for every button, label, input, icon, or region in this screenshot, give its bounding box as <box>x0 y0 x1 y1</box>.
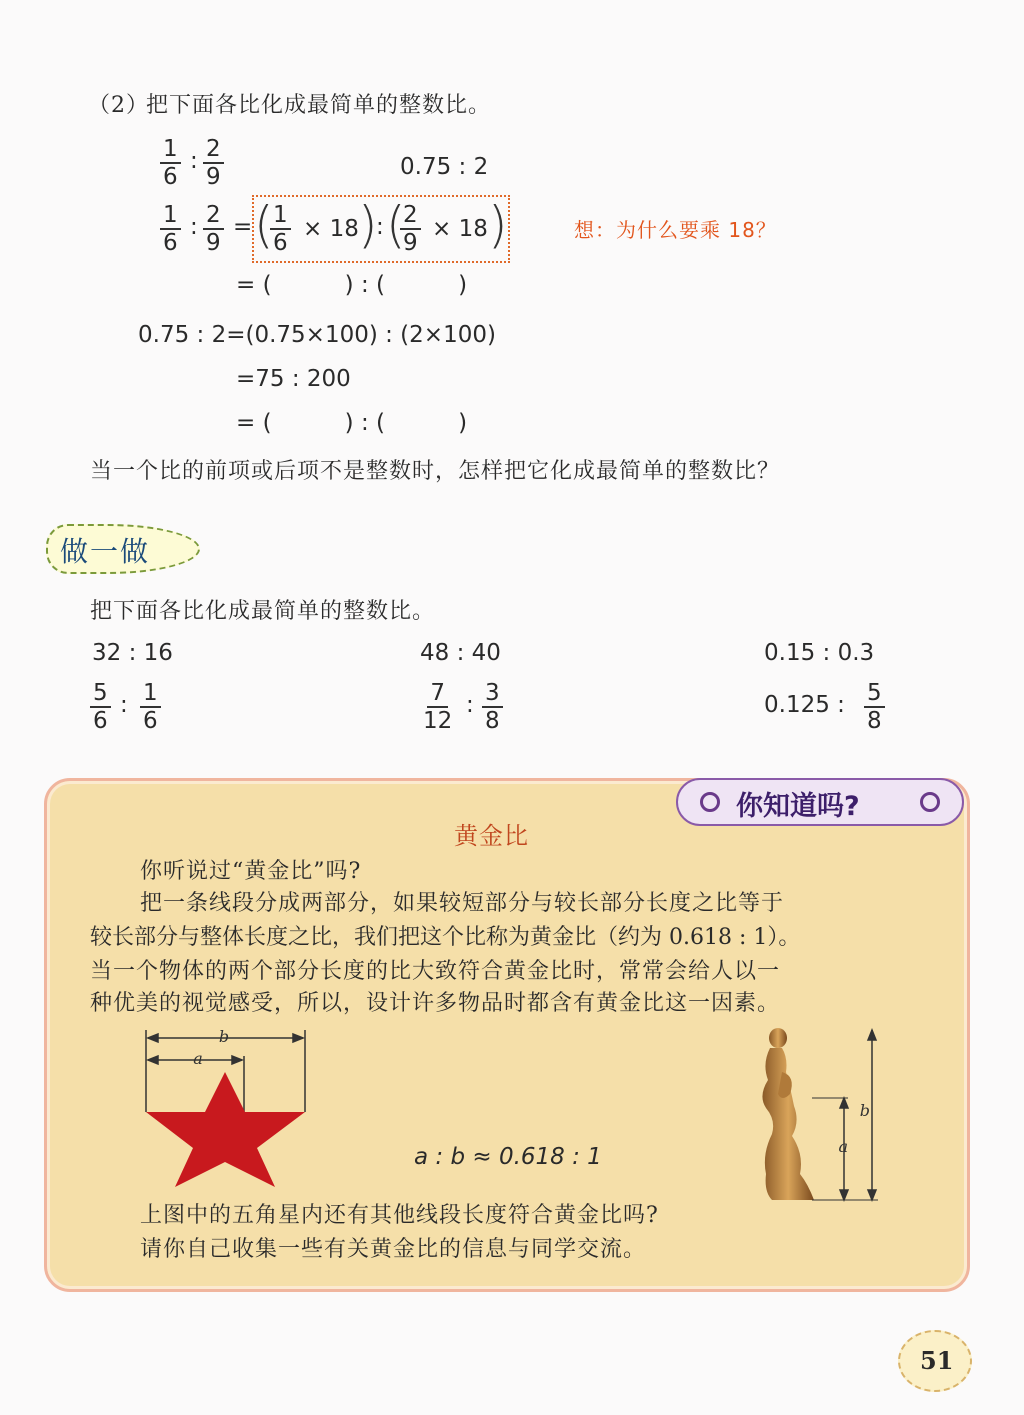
denominator: 6 <box>163 230 178 256</box>
denominator: 6 <box>163 164 178 190</box>
denominator: 8 <box>867 708 882 734</box>
fraction-one-sixth <box>160 202 181 256</box>
denominator: 9 <box>206 230 221 256</box>
label-b: b <box>218 1027 230 1046</box>
fraction-two-ninths <box>203 202 224 256</box>
fraction <box>90 680 111 734</box>
fraction-two-ninths <box>203 136 224 190</box>
fraction <box>864 680 885 734</box>
fraction-one-sixth <box>270 202 291 256</box>
paragraph-line: 当一个物体的两个部分长度的比大致符合黄金比时，常常会给人以一 <box>90 959 781 984</box>
numerator: 5 <box>90 680 111 708</box>
times-eighteen: × 18 <box>432 216 488 242</box>
section-title: 黄金比 <box>454 822 529 850</box>
denominator: 6 <box>143 708 158 734</box>
denominator: 12 <box>423 708 453 734</box>
practice-item-2: 48 : 40 <box>420 640 501 666</box>
fraction <box>420 680 455 734</box>
practice-item-6-lead: 0.125 : <box>764 692 845 718</box>
page-number-badge <box>898 1330 972 1392</box>
colon-symbol: : <box>190 148 198 174</box>
left-paren: ( <box>386 196 406 254</box>
followup-task: 请你自己收集一些有关黄金比的信息与同学交流。 <box>140 1237 647 1262</box>
colon-symbol: : <box>376 214 384 240</box>
equals-sign: = <box>233 214 253 240</box>
ring-icon <box>920 792 940 812</box>
colon-symbol: : <box>190 214 198 240</box>
did-you-know-tag <box>676 778 964 826</box>
answer-blank-2[interactable]: = ( ) : ( ) <box>236 410 468 436</box>
numerator: 1 <box>140 680 161 708</box>
right-paren: ) <box>488 196 508 254</box>
problem-instruction: 把下面各比化成最简单的整数比。 <box>146 93 492 118</box>
discussion-question: 当一个比的前项或后项不是整数时，怎样把它化成最简单的整数比？ <box>90 459 781 484</box>
followup-question: 上图中的五角星内还有其他线段长度符合黄金比吗? <box>140 1203 659 1228</box>
fraction-one-sixth <box>160 136 181 190</box>
golden-ratio-formula: a : b ≈ 0.618 : 1 <box>414 1144 602 1170</box>
label-b: b <box>859 1101 870 1120</box>
page-number: 51 <box>920 1346 954 1375</box>
fraction-two-ninths <box>400 202 421 256</box>
decimal-conversion-result: =75 : 200 <box>236 366 351 392</box>
fraction <box>482 680 503 734</box>
numerator: 1 <box>160 202 181 230</box>
numerator: 3 <box>482 680 503 708</box>
numerator: 5 <box>864 680 885 708</box>
venus-statue-illustration <box>752 1024 892 1204</box>
answer-blank-1[interactable]: = ( ) : ( ) <box>236 272 468 298</box>
colon-symbol: : <box>120 692 128 718</box>
practice-tag-label: 做一做 <box>60 535 151 568</box>
paragraph-line: 把一条线段分成两部分，如果较短部分与较长部分长度之比等于 <box>140 891 785 916</box>
red-star-icon <box>146 1072 305 1187</box>
denominator: 9 <box>403 230 418 256</box>
numerator: 1 <box>270 202 291 230</box>
numerator: 2 <box>400 202 421 230</box>
denominator: 8 <box>485 708 500 734</box>
colon-symbol: : <box>466 692 474 718</box>
left-paren: ( <box>254 196 274 254</box>
numerator: 1 <box>160 136 181 164</box>
paragraph-line: 种优美的视觉感受，所以，设计许多物品时都含有黄金比这一因素。 <box>90 991 781 1016</box>
numerator: 2 <box>203 202 224 230</box>
practice-item-3: 0.15 : 0.3 <box>764 640 875 666</box>
ratio-decimal: 0.75 : 2 <box>400 154 489 180</box>
label-a: a <box>193 1049 203 1068</box>
label-a: a <box>838 1137 848 1156</box>
times-eighteen: × 18 <box>303 216 359 242</box>
right-paren: ) <box>358 196 378 254</box>
ring-icon <box>700 792 720 812</box>
did-you-know-label: 你知道吗? <box>736 791 860 822</box>
denominator: 6 <box>273 230 288 256</box>
denominator: 9 <box>206 164 221 190</box>
star-diagram <box>140 1024 310 1190</box>
denominator: 6 <box>93 708 108 734</box>
fraction <box>140 680 161 734</box>
numerator: 7 <box>427 680 448 708</box>
hint-text: 想：为什么要乘 18？ <box>574 218 777 242</box>
problem-label: （2） <box>88 93 149 118</box>
practice-tag <box>46 524 200 574</box>
numerator: 2 <box>203 136 224 164</box>
decimal-conversion-step: 0.75 : 2=(0.75×100) : (2×100) <box>138 322 496 348</box>
practice-item-1: 32 : 16 <box>92 640 173 666</box>
practice-instruction: 把下面各比化成最简单的整数比。 <box>90 599 436 624</box>
paragraph-line: 较长部分与整体长度之比，我们把这个比称为黄金比（约为 0.618 : 1）。 <box>90 925 801 950</box>
paragraph-intro: 你听说过“黄金比”吗? <box>140 859 362 884</box>
